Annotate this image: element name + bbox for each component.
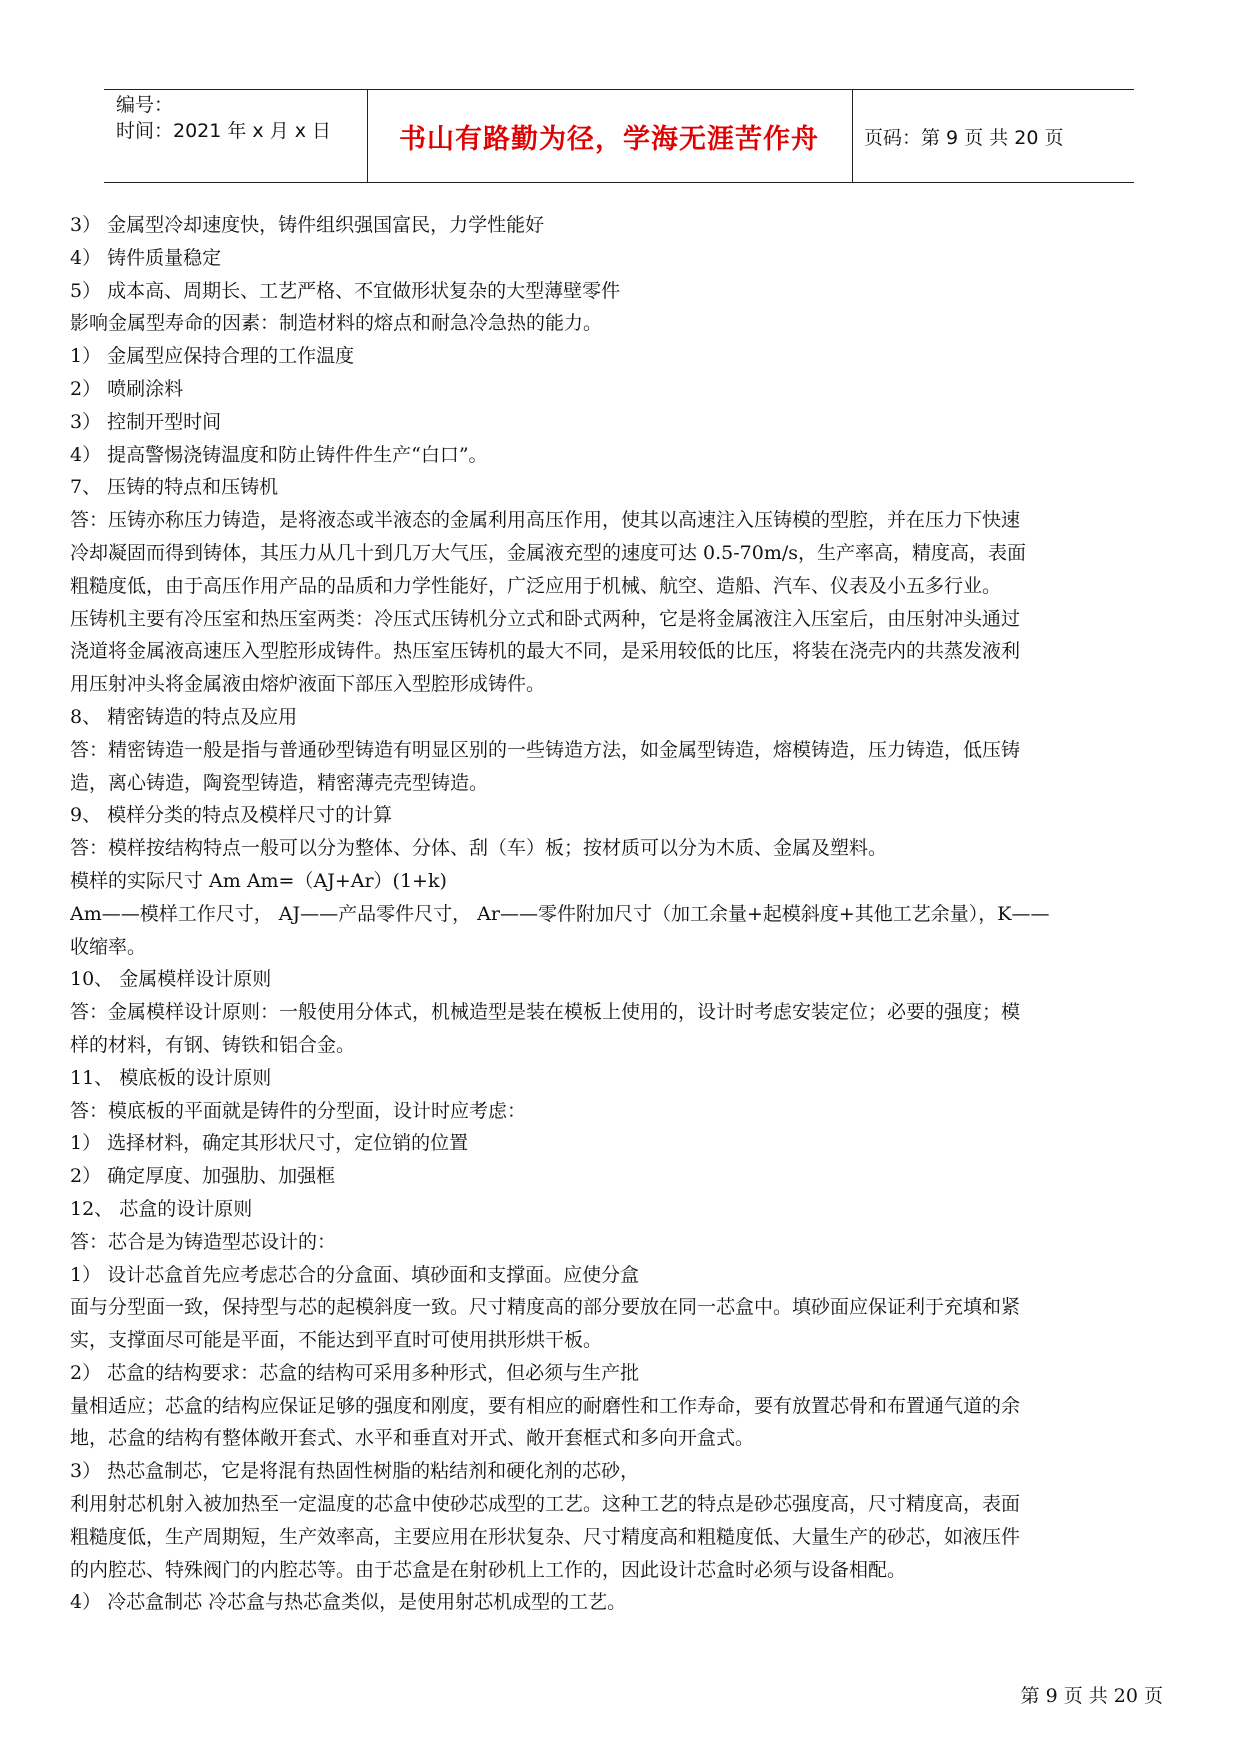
text-line: 答：芯合是为铸造型芯设计的：: [70, 1230, 337, 1253]
text-line: 收缩率。: [70, 935, 147, 958]
text-line: 3） 金属型冷却速度快，铸件组织强国富民，力学性能好: [70, 214, 545, 236]
text-line: 面与分型面一致，保持型与芯的起模斜度一致。尺寸精度高的部分要放在同一芯盒中。填砂面应保证利于充填和紧: [70, 1296, 1021, 1319]
text-line: 2） 喷刷涂料: [70, 377, 184, 400]
text-line: Am——模样工作尺寸， AJ——产品零件尺寸， Ar——零件附加尺寸（加工余量+起模斜度+其他工艺余量），K——: [70, 902, 1050, 925]
text-line: 影响金属型寿命的因素：制造材料的熔点和耐急冷急热的能力。: [70, 312, 603, 335]
text-line: 模样的实际尺寸 Am Am=（AJ+Ar）(1+k): [70, 869, 447, 892]
header-table: [104, 89, 1134, 183]
header-motto: 书山有路勤为径，学海无涯苦作舟: [399, 123, 819, 155]
text-line: 样的材料，有钢、铸铁和铝合金。: [70, 1033, 356, 1056]
text-line: 1） 选择材料，确定其形状尺寸，定位销的位置: [70, 1132, 469, 1155]
text-line: 答：模样按结构特点一般可以分为整体、分体、刮（车）板；按材质可以分为木质、金属及塑料。: [70, 837, 888, 860]
text-line: 4） 提高警惕浇铸温度和防止铸件件生产“白口”。: [70, 443, 488, 466]
text-line: 答：模底板的平面就是铸件的分型面，设计时应考虑：: [70, 1099, 527, 1122]
text-line: 3） 控制开型时间: [70, 410, 222, 433]
header-page-info: 页码：第 9 页 共 20 页: [864, 126, 1064, 149]
text-line: 地，芯盒的结构有整体敞开套式、水平和垂直对开式、敞开套框式和多向开盒式。: [70, 1427, 755, 1450]
text-line: 用压射冲头将金属液由熔炉液面下部压入型腔形成铸件。: [70, 673, 546, 696]
header-meta: [116, 92, 366, 144]
text-line: 9、 模样分类的特点及模样尺寸的计算: [70, 804, 393, 827]
page-footer: 第 9 页 共 20 页: [1020, 1685, 1163, 1707]
text-line: 7、 压铸的特点和压铸机: [70, 476, 279, 499]
text-line: 12、 芯盒的设计原则: [70, 1197, 253, 1220]
document-body: [70, 209, 1180, 1619]
text-line: 实，支撑面尽可能是平面，不能达到平直时可使用拱形烘干板。: [70, 1329, 603, 1352]
text-line: 11、 模底板的设计原则: [70, 1066, 272, 1089]
text-line: 粗糙度低，由于高压作用产品的品质和力学性能好，广泛应用于机械、航空、造船、汽车、仪表及小五多行业。: [70, 574, 1002, 597]
text-line: 2） 芯盒的结构要求：芯盒的结构可采用多种形式，但必须与生产批: [70, 1361, 640, 1384]
text-line: 冷却凝固而得到铸体，其压力从几十到几万大气压，金属液充型的速度可达 0.5-70m/s，生产率高，精度高，表面: [70, 541, 1027, 564]
text-line: 压铸机主要有冷压室和热压室两类：冷压式压铸机分立式和卧式两种，它是将金属液注入压室后，由压射冲头通过: [70, 607, 1021, 630]
text-line: 4） 铸件质量稳定: [70, 246, 222, 269]
text-line: 造，离心铸造，陶瓷型铸造，精密薄壳壳型铸造。: [70, 771, 489, 794]
text-line: 答：精密铸造一般是指与普通砂型铸造有明显区别的一些铸造方法，如金属型铸造，熔模铸造，压力铸造，低压铸: [70, 738, 1021, 761]
text-line: 答：压铸亦称压力铸造，是将液态或半液态的金属利用高压作用，使其以高速注入压铸模的型腔，并在压力下快速: [70, 509, 1021, 532]
text-line: 粗糙度低，生产周期短，生产效率高，主要应用在形状复杂、尺寸精度高和粗糙度低、大量生产的砂芯，如液压件: [70, 1525, 1021, 1548]
text-line: 利用射芯机射入被加热至一定温度的芯盒中使砂芯成型的工艺。这种工艺的特点是砂芯强度高，尺寸精度高，表面: [70, 1493, 1021, 1516]
text-line: 浇道将金属液高速压入型腔形成铸件。热压室压铸机的最大不同，是采用较低的比压，将装在浇壳内的共蒸发液利: [70, 640, 1021, 663]
text-line: 2） 确定厚度、加强肋、加强框: [70, 1165, 336, 1188]
text-line: 1） 金属型应保持合理的工作温度: [70, 345, 355, 368]
text-line: 3） 热芯盒制芯，它是将混有热固性树脂的粘结剂和硬化剂的芯砂，: [70, 1460, 640, 1483]
text-line: 4） 冷芯盒制芯 冷芯盒与热芯盒类似，是使用射芯机成型的工艺。: [70, 1591, 627, 1614]
text-line: 5） 成本高、周期长、工艺严格、不宜做形状复杂的大型薄壁零件: [70, 279, 621, 302]
document-time: 时间：2021 年 x 月 x 日: [116, 120, 332, 142]
text-line: 答：金属模样设计原则：一般使用分体式，机械造型是装在模板上使用的，设计时考虑安装定位；必要的强度；模: [70, 1001, 1021, 1024]
document-number-label: 编号：: [116, 94, 174, 116]
header-divider: [367, 90, 368, 182]
text-line: 10、 金属模样设计原则: [70, 968, 272, 991]
text-line: 8、 精密铸造的特点及应用: [70, 705, 298, 728]
text-line: 1） 设计芯盒首先应考虑芯合的分盒面、填砂面和支撑面。应使分盒: [70, 1263, 640, 1286]
text-line: 的内腔芯、特殊阀门的内腔芯等。由于芯盒是在射砂机上工作的，因此设计芯盒时必须与设备相配。: [70, 1558, 907, 1581]
header-divider: [852, 90, 853, 182]
text-line: 量相适应；芯盒的结构应保证足够的强度和刚度，要有相应的耐磨性和工作寿命，要有放置芯骨和布置通气道的余: [70, 1394, 1021, 1417]
